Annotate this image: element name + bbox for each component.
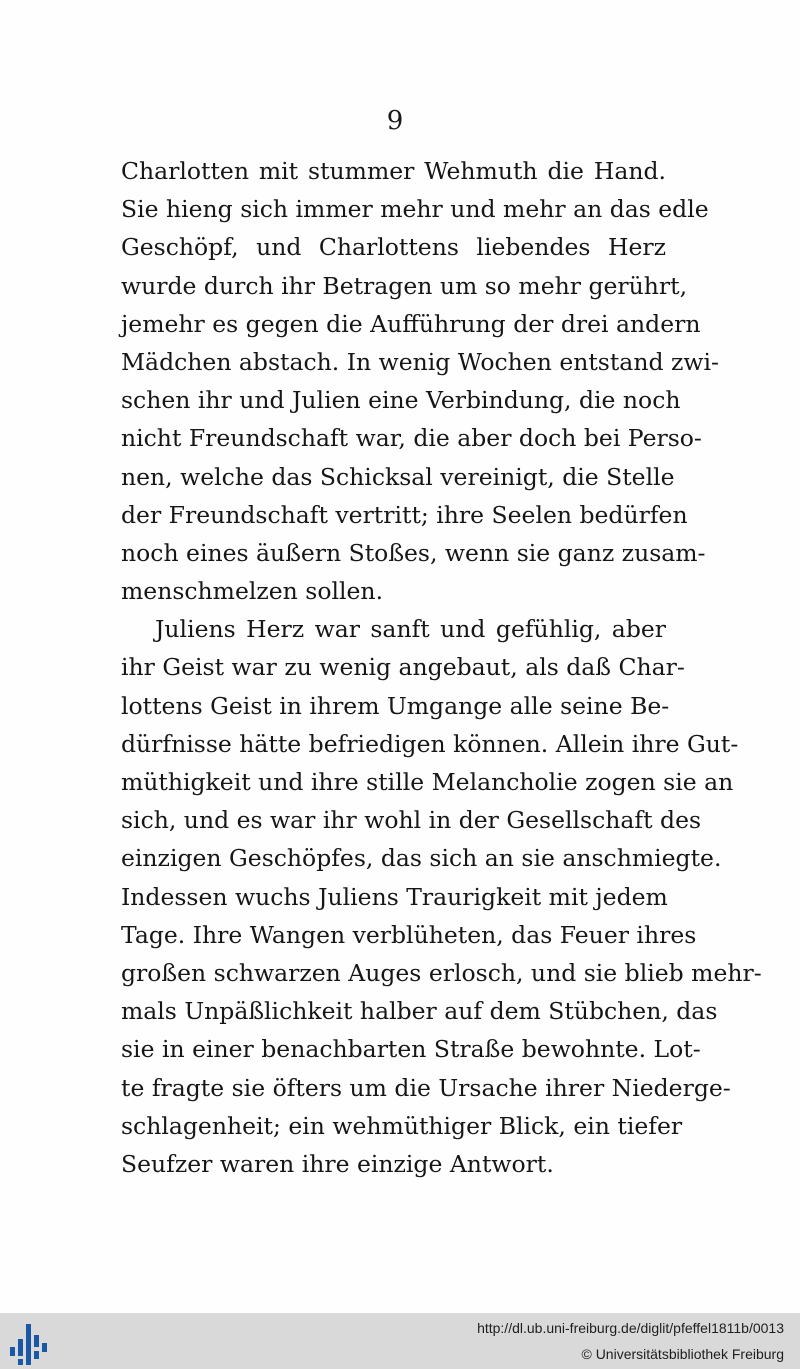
text-line: Charlotten mit stummer Wehmuth die Hand. [121,157,666,185]
text-line: ihr Geist war zu wenig angebaut, als daß Char- [121,653,685,682]
text-line: großen schwarzen Auges erlosch, und sie blieb mehr- [121,958,762,987]
ub-freiburg-logo-icon[interactable] [10,1321,52,1365]
text-line: Geschöpf, und Charlottens liebendes Herz [121,233,666,262]
text-line: Indessen wuchs Juliens Traurigkeit mit jedem [121,882,668,911]
source-url-link[interactable]: http://dl.ub.uni-freiburg.de/diglit/pfeffel1811b/0013 [477,1320,784,1336]
text-line: menschmelzen sollen. [121,577,384,606]
text-line: Mädchen abstach. In wenig Wochen entstand zwi- [121,347,719,376]
text-line: wurde durch ihr Betragen um so mehr gerührt, [121,271,688,300]
text-line: einzigen Geschöpfes, das sich an sie anschmiegte. [121,844,722,873]
text-line: Seufzer waren ihre einzige Antwort. [121,1149,554,1178]
text-line: mals Unpäßlichkeit halber auf dem Stübchen, das [121,997,718,1026]
paragraph-1 [121,152,719,610]
page-text [121,152,762,1183]
text-line: müthigkeit und ihre stille Melancholie zogen sie an [121,768,734,796]
footer-bar [0,1313,800,1369]
paragraph-2 [121,610,762,1183]
text-line: jemehr es gegen die Aufführung der drei andern [121,309,701,338]
text-line: dürfnisse hätte befriedigen können. Allein ihre Gut- [121,729,739,758]
page-number: 9 [386,106,404,136]
text-line: sich, und es war ihr wohl in der Gesellschaft des [121,806,702,835]
text-line: schlagenheit; ein wehmüthiger Blick, ein tiefer [121,1111,683,1140]
copyright-text: © Universitätsbibliothek Freiburg [581,1346,784,1362]
text-line: nen, welche das Schicksal vereinigt, die Stelle [121,462,675,491]
text-line: lottens Geist in ihrem Umgange alle seine Be- [121,691,670,720]
text-line: Sie hieng sich immer mehr und mehr an das edle [121,195,709,224]
text-line: te fragte sie öfters um die Ursache ihrer Niederge- [121,1073,731,1102]
text-line: Tage. Ihre Wangen verblüheten, das Feuer ihres [121,920,697,949]
text-line: noch eines äußern Stoßes, wenn sie ganz zusam- [121,538,706,567]
text-line: Juliens Herz war sanft und gefühlig, aber [155,615,666,644]
text-line: sie in einer benachbarten Straße bewohnte. Lot- [121,1035,701,1064]
text-line: nicht Freundschaft war, die aber doch bei Perso- [121,424,702,453]
text-line: der Freundschaft vertritt; ihre Seelen bedürfen [121,500,688,529]
text-line: schen ihr und Julien eine Verbindung, die noch [121,386,681,415]
